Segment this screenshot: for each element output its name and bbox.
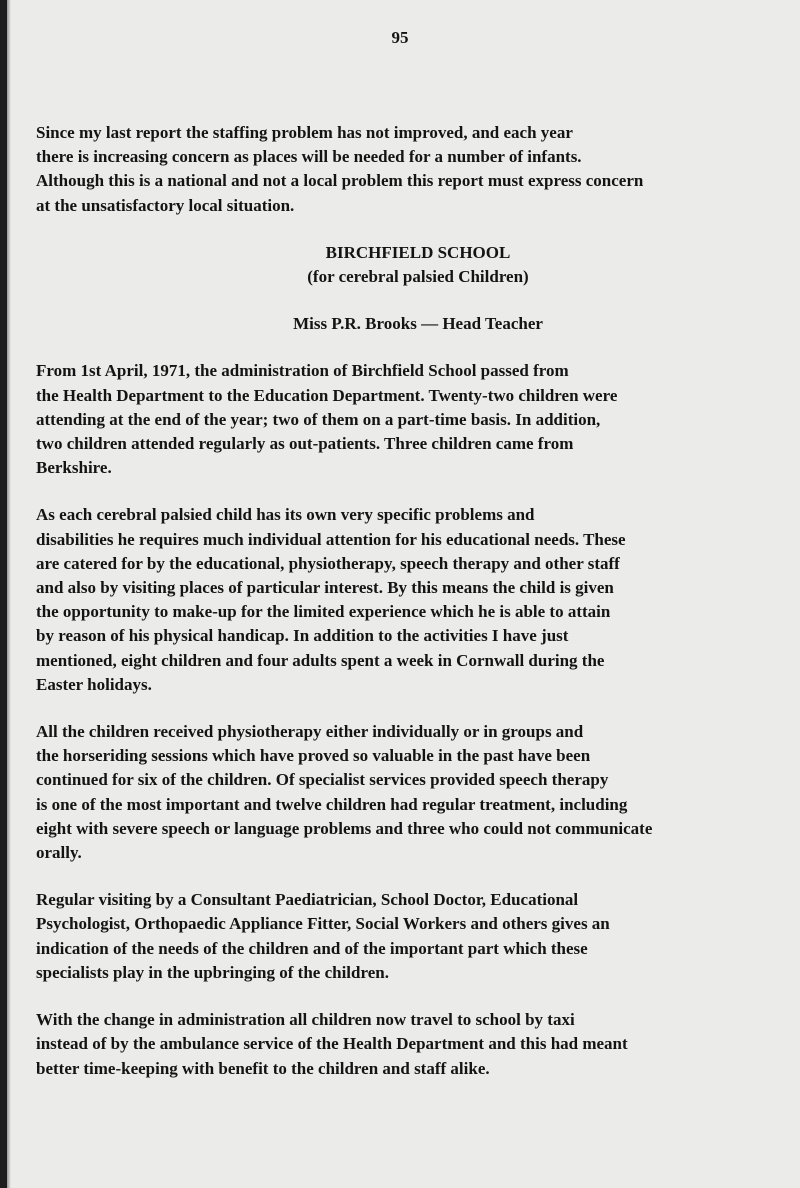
page-binding-shadow [7,0,11,1188]
paragraph-staffing: Since my last report the staffing problem has not improved, and each year there is increasing concern as places will be needed for a number of infants. Although this is a national and not a local problem this report must express concern at the unsatisfactory local situation. [36,123,644,215]
paragraph-individual-needs: As each cerebral palsied child has its own very specific problems and disabilities he requires much individual attention for his educational needs. These are catered for by the educational, physiotherapy, speech therapy and other staff and also by visiting places of particular interest. By this means the child is given the opportunity to make-up for the limited experience which he is able to attain by reason of his physical handicap. In addition to the activities I have just mentioned, eight children and four adults spent a week in Cornwall during the Easter holidays. [36,505,626,694]
paragraph-administration: From 1st April, 1971, the administration of Birchfield School passed from the Health Department to the Education Department. Twenty-two children were attending at the end of the year; two of them on a part-time basis. In addition, two children attended regularly as out-patients. Three children came from Berkshire. [36,361,618,478]
section-subtitle: (for cerebral palsied Children) [307,267,529,287]
document-body [36,121,784,1104]
paragraph-physiotherapy: All the children received physiotherapy either individually or in groups and the horseriding sessions which have proved so valuable in the past have been continued for six of the children. Of specialist services provided speech therapy is one of the most important and twelve children had regular treatment, including eight with severe speech or language problems and three who could not communicate orally. [36,722,653,863]
section-heading [36,241,784,289]
page-binding-edge [0,0,7,1188]
section-title: BIRCHFIELD SCHOOL [325,242,511,262]
head-teacher-line: Miss P.R. Brooks — Head Teacher [293,314,543,334]
page-number: 95 [391,28,409,47]
paragraph-transport: With the change in administration all children now travel to school by taxi instead of by the ambulance service of the Health Department and this had meant better time-keeping with benefit to the children and staff alike. [36,1010,628,1078]
paragraph-visiting-specialists: Regular visiting by a Consultant Paediatrician, School Doctor, Educational Psychologist, Orthopaedic Appliance Fitter, Social Workers and others gives an indication of the needs of the children and of the important part which these specialists play in the upbringing of the children. [36,890,610,982]
